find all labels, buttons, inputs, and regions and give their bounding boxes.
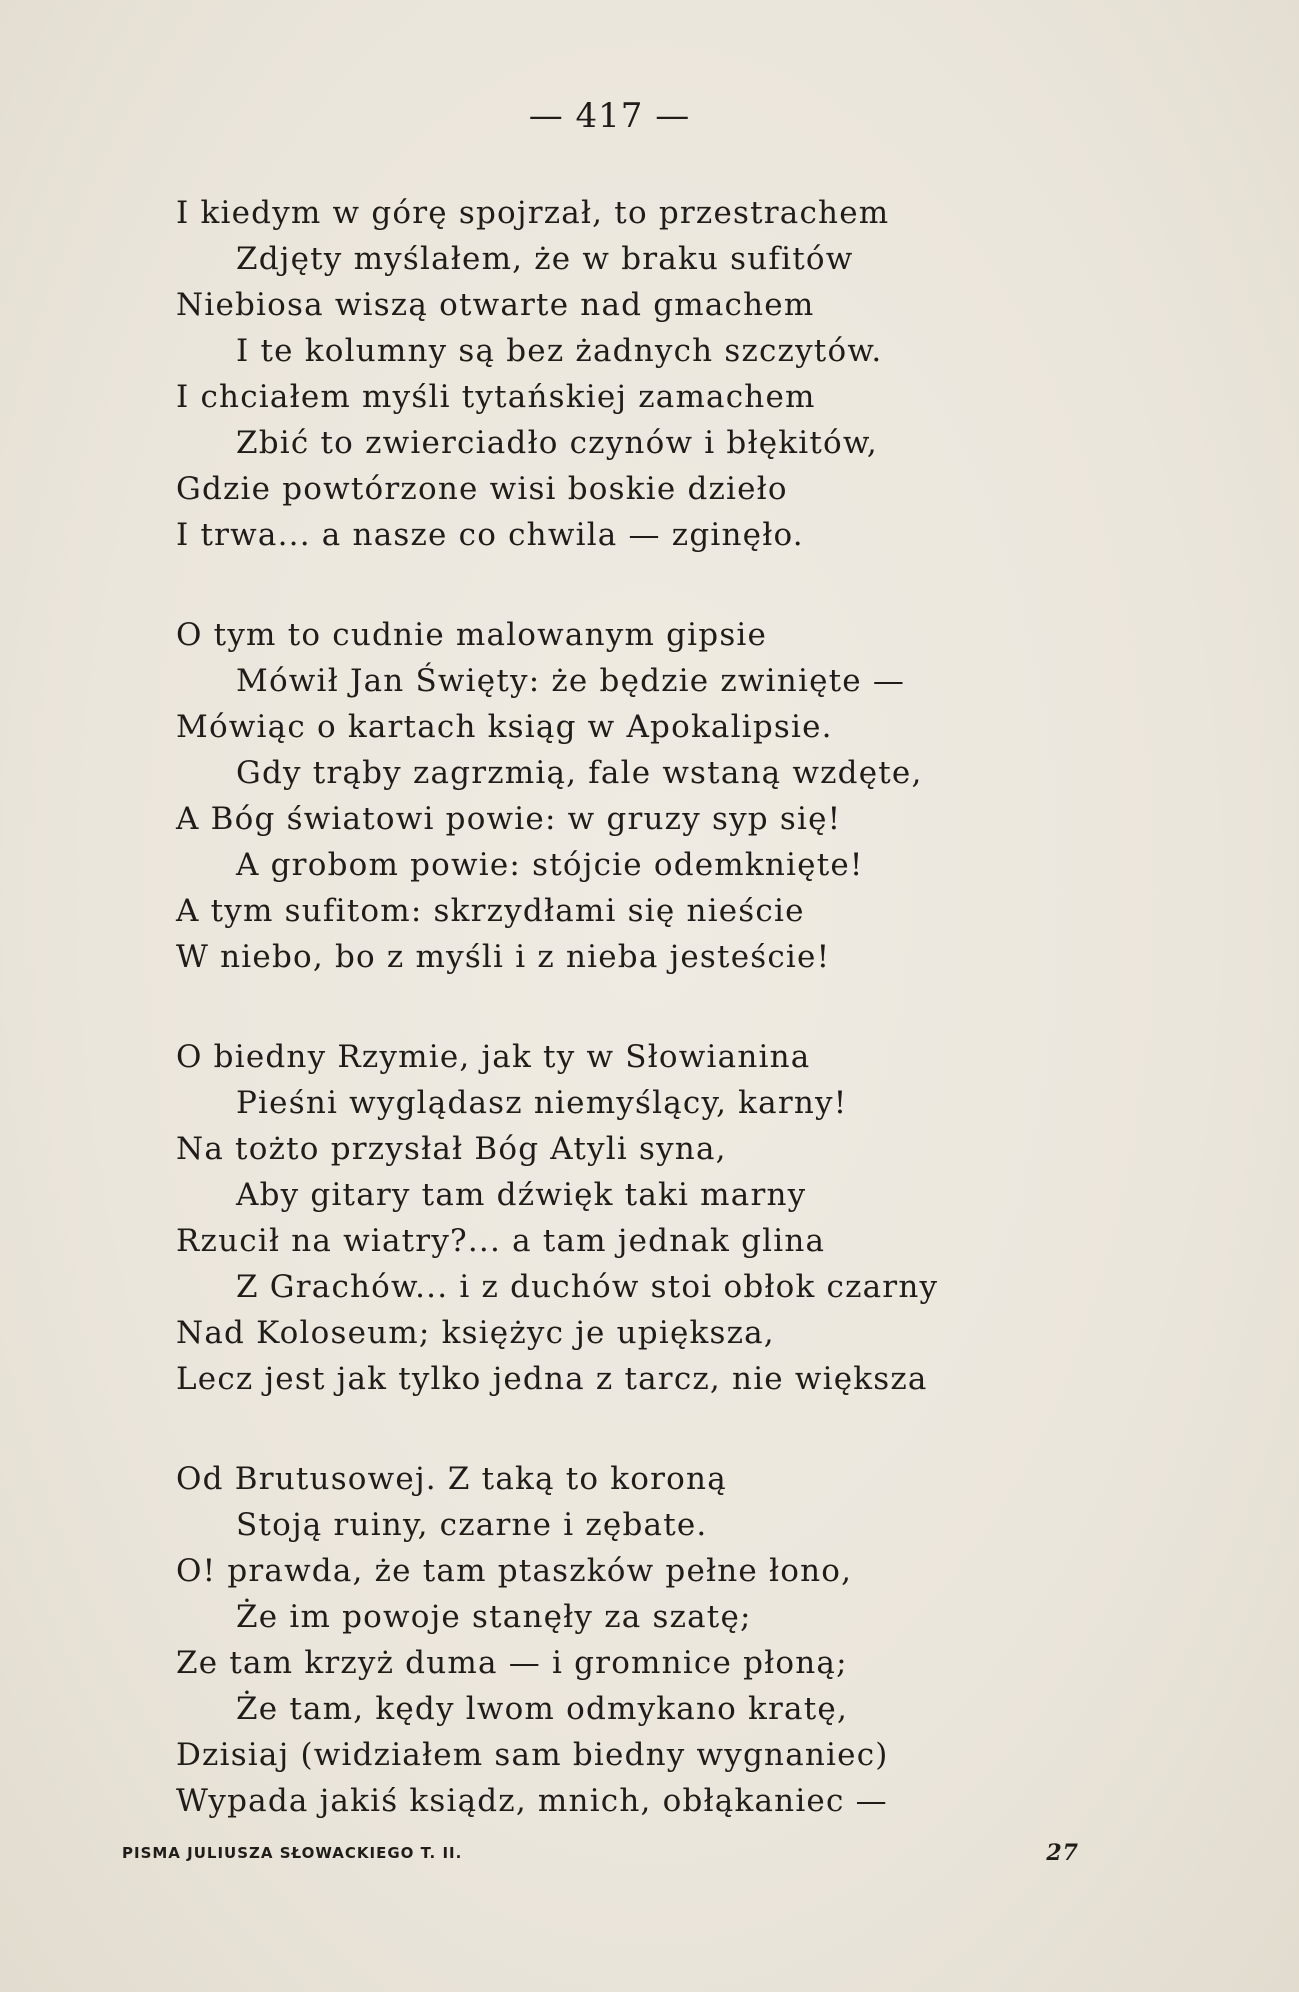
poem-line: Pieśni wyglądasz niemyślący, karny! [236, 1085, 848, 1121]
poem-line: I trwa... a nasze co chwila — zginęło. [176, 517, 804, 553]
poem-line: I chciałem myśli tytańskiej zamachem [176, 379, 816, 415]
poem-line: A tym sufitom: skrzydłami się nieście [176, 893, 805, 929]
sheet-number: 27 [1046, 1840, 1079, 1866]
poem-line: Na tożto przysłał Bóg Atyli syna, [176, 1131, 727, 1167]
poem-line: Że tam, kędy lwom odmykano kratę, [236, 1691, 848, 1727]
poem-line: W niebo, bo z myśli i z nieba jesteście! [176, 939, 831, 975]
stanza-4 [176, 1456, 1076, 1824]
footer-signature: PISMA JULIUSZA SŁOWACKIEGO T. II. [122, 1844, 463, 1862]
poem-line: Stoją ruiny, czarne i zębate. [236, 1507, 708, 1543]
poem-line: A Bóg światowi powie: w gruzy syp się! [176, 801, 842, 837]
poem-line: Z Grachów... i z duchów stoi obłok czarny [236, 1269, 939, 1305]
poem-line: I kiedym w górę spojrzał, to przestrachem [176, 195, 890, 231]
poem-line: O biedny Rzymie, jak ty w Słowianina [176, 1039, 811, 1075]
poem-line: Dzisiaj (widziałem sam biedny wygnaniec) [176, 1737, 889, 1773]
poem-line: A grobom powie: stójcie odemknięte! [236, 847, 864, 883]
poem-text [176, 190, 1076, 1878]
poem-line: Ze tam krzyż duma — i gromnice płoną; [176, 1645, 848, 1681]
page-footer [122, 1840, 1079, 1874]
poem-line: Mówiąc o kartach ksiąg w Apokalipsie. [176, 709, 833, 745]
poem-line: Zdjęty myślałem, że w braku sufitów [236, 241, 854, 277]
poem-line: Aby gitary tam dźwięk taki marny [236, 1177, 807, 1213]
poem-line: Zbić to zwierciadło czynów i błękitów, [236, 425, 878, 461]
poem-line: Lecz jest jak tylko jedna z tarcz, nie większa [176, 1361, 928, 1397]
poem-line: Gdy trąby zagrzmią, fale wstaną wzdęte, [236, 755, 923, 791]
stanza-2 [176, 612, 1076, 980]
poem-line: O! prawda, że tam ptaszków pełne łono, [176, 1553, 853, 1589]
poem-line: Gdzie powtórzone wisi boskie dzieło [176, 471, 788, 507]
poem-line: Rzucił na wiatry?... a tam jednak glina [176, 1223, 826, 1259]
poem-line: Że im powoje stanęły za szatę; [236, 1599, 752, 1635]
poem-line: Nad Koloseum; księżyc je upiększa, [176, 1315, 775, 1351]
poem-line: O tym to cudnie malowanym gipsie [176, 617, 768, 653]
poem-line: Wypada jakiś ksiądz, mnich, obłąkaniec — [176, 1783, 888, 1819]
poem-line: I te kolumny są bez żadnych szczytów. [236, 333, 883, 369]
poem-line: Niebiosa wiszą otwarte nad gmachem [176, 287, 815, 323]
stanza-1 [176, 190, 1076, 558]
poem-line: Mówił Jan Święty: że będzie zwinięte — [236, 663, 906, 699]
stanza-3 [176, 1034, 1076, 1402]
poem-line: Od Brutusowej. Z taką to koroną [176, 1461, 727, 1497]
page-number: — 417 — [528, 96, 691, 136]
